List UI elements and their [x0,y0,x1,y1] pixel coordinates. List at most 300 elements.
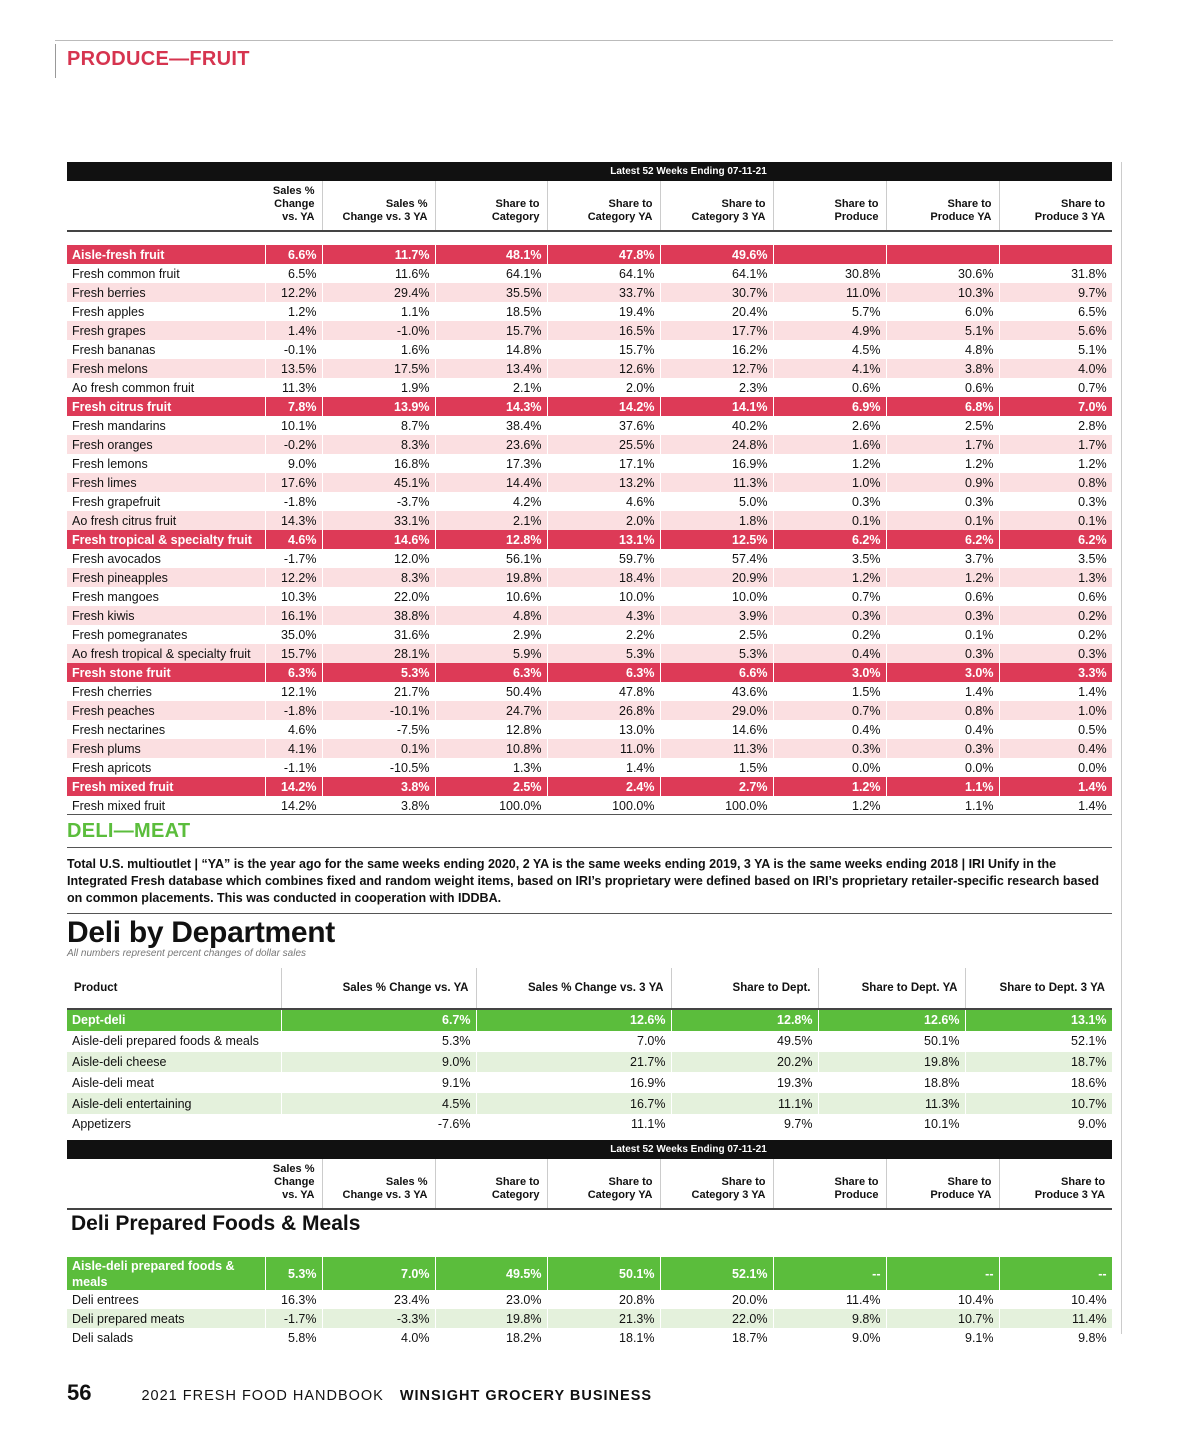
table-cell: 19.8% [435,568,547,587]
table-cell: 4.1% [773,359,886,378]
table-cell: 52.1% [660,1257,773,1290]
table-cell: 23.0% [435,1290,547,1309]
table-cell: 23.4% [322,1290,435,1309]
table-cell: 5.3% [547,644,660,663]
table-cell: 0.7% [773,587,886,606]
table-cell: 2.1% [435,511,547,530]
row-label: Fresh apples [67,302,265,321]
table-cell: 0.6% [886,587,999,606]
table-cell: 1.4% [999,796,1112,815]
table-cell: 6.8% [886,397,999,416]
table-cell: 16.9% [476,1072,671,1093]
table-cell: 1.9% [322,378,435,397]
table-cell: 20.0% [660,1290,773,1309]
table-cell: 1.2% [773,777,886,796]
table-cell: 2.0% [547,378,660,397]
table-row [67,644,1112,663]
table-cell: 1.4% [999,682,1112,701]
table-cell: 1.2% [773,568,886,587]
table-cell: 6.7% [281,1010,476,1031]
table-row [67,1072,1112,1093]
table-cell: 10.7% [886,1309,999,1328]
row-label: Fresh citrus fruit [67,397,265,416]
row-label: Aisle-deli prepared foods & meals [67,1031,281,1052]
table-cell: 2.8% [999,416,1112,435]
row-label: Fresh cherries [67,682,265,701]
table-cell: 11.4% [773,1290,886,1309]
table-row [67,720,1112,739]
table-cell: 26.8% [547,701,660,720]
table-cell: 50.4% [435,682,547,701]
produce-fruit-table [67,162,1113,815]
table-row [67,625,1112,644]
table-cell: 100.0% [435,796,547,815]
table-cell: 35.5% [435,283,547,302]
table-cell: 1.2% [773,796,886,815]
table-cell: 5.1% [999,340,1112,359]
table-cell: 29.4% [322,283,435,302]
row-label: Fresh mangoes [67,587,265,606]
table-cell: 10.4% [886,1290,999,1309]
table-cell: 16.8% [322,454,435,473]
row-label: Fresh pomegranates [67,625,265,644]
table-cell: 52.1% [965,1031,1112,1052]
table-cell: 11.0% [773,283,886,302]
table-cell: 5.7% [773,302,886,321]
table-cell: 1.2% [886,568,999,587]
table-cell: 10.1% [265,416,322,435]
category-row [67,1257,1112,1290]
column-header: Share to Dept. YA [818,968,965,1009]
table-cell: 13.1% [547,530,660,549]
table-cell: 49.5% [435,1257,547,1290]
table-cell: -- [886,1257,999,1290]
table-cell: 31.8% [999,264,1112,283]
table-cell: 14.6% [660,720,773,739]
table-row [67,492,1112,511]
table-cell: 6.9% [773,397,886,416]
table-cell: 64.1% [547,264,660,283]
table-cell: 11.3% [660,473,773,492]
table-cell: 11.3% [265,378,322,397]
table-cell: 14.3% [435,397,547,416]
table-cell: 4.0% [322,1328,435,1347]
column-header [67,1159,265,1209]
table-cell: 4.6% [265,720,322,739]
table-cell: 29.0% [660,701,773,720]
table-cell: 1.4% [265,321,322,340]
table-cell: 13.0% [547,720,660,739]
table-cell: 100.0% [547,796,660,815]
table-cell: 1.0% [773,473,886,492]
table-cell: 2.5% [435,777,547,796]
table-cell: 12.8% [671,1010,818,1031]
period-header: Latest 52 Weeks Ending 07-11-21 [265,162,1112,181]
row-label: Fresh peaches [67,701,265,720]
table-cell: 24.7% [435,701,547,720]
row-label: Fresh bananas [67,340,265,359]
table-cell: 17.7% [660,321,773,340]
table-cell: 0.1% [886,511,999,530]
table-row [67,1031,1112,1052]
table-cell: 0.4% [999,739,1112,758]
table-cell: 12.1% [265,682,322,701]
table-cell: -1.7% [265,549,322,568]
table-cell: 11.3% [660,739,773,758]
table-cell: 4.1% [265,739,322,758]
table-cell: 21.7% [476,1052,671,1073]
row-label: Fresh tropical & specialty fruit [67,530,265,549]
table-cell: 20.2% [671,1052,818,1073]
table-cell: 1.7% [886,435,999,454]
deli-department-table [67,968,1113,1135]
table-cell: 18.6% [965,1072,1112,1093]
table-cell: 15.7% [265,644,322,663]
table-cell: 0.4% [773,644,886,663]
table-cell: 0.6% [999,587,1112,606]
table-cell: -- [999,1257,1112,1290]
table-cell: 1.6% [322,340,435,359]
column-header: Product [67,968,281,1009]
column-header [67,181,265,231]
table-cell: -0.2% [265,435,322,454]
table-row [67,1290,1112,1309]
table-cell: 12.2% [265,568,322,587]
table-cell: 1.4% [999,777,1112,796]
table-cell: 17.3% [435,454,547,473]
table-cell: 28.1% [322,644,435,663]
table-cell: 6.0% [886,302,999,321]
table-cell: 9.8% [773,1309,886,1328]
table-cell: 16.2% [660,340,773,359]
table-cell: 9.0% [773,1328,886,1347]
table-cell: 14.4% [435,473,547,492]
table-cell: 12.8% [435,720,547,739]
period-header: Latest 52 Weeks Ending 07-11-21 [265,1140,1112,1159]
table-cell: 12.0% [322,549,435,568]
table-cell: 47.8% [547,682,660,701]
table-cell: 5.6% [999,321,1112,340]
column-header: Share to Dept. [671,968,818,1009]
table-row [67,1328,1112,1347]
deli-section-title: DELI—MEAT [67,820,191,842]
deli-prepared-foods-table [67,1140,1113,1347]
table-cell: 3.8% [322,796,435,815]
table-cell: -1.8% [265,701,322,720]
table-cell: 2.7% [660,777,773,796]
table-cell: 1.1% [322,302,435,321]
table-cell: 3.7% [886,549,999,568]
table-cell: 6.3% [547,663,660,682]
table-cell: 1.3% [435,758,547,777]
table-cell: 49.5% [671,1031,818,1052]
table-cell: 2.6% [773,416,886,435]
book-title: 2021 FRESH FOOD HANDBOOK [141,1388,384,1404]
table-cell: 23.6% [435,435,547,454]
table-cell: 38.4% [435,416,547,435]
table-cell: -1.0% [322,321,435,340]
table-cell: 3.8% [322,777,435,796]
table-cell: 40.2% [660,416,773,435]
table-cell: 1.2% [886,454,999,473]
table-cell: 1.5% [773,682,886,701]
table-cell: -10.5% [322,758,435,777]
row-label: Dept-deli [67,1010,281,1031]
category-row [67,397,1112,416]
column-header: Share to Category 3 YA [660,181,773,231]
column-headers [67,968,1112,1009]
category-row [67,663,1112,682]
table-cell: 24.8% [660,435,773,454]
category-row [67,530,1112,549]
column-header: Share to Category [435,1159,547,1209]
table-cell: 20.8% [547,1290,660,1309]
table-cell: 5.9% [435,644,547,663]
table-cell: 11.7% [322,245,435,264]
row-label: Deli prepared meats [67,1309,265,1328]
table-cell: 15.7% [547,340,660,359]
table-cell: 4.0% [999,359,1112,378]
table-cell: 30.6% [886,264,999,283]
table-cell: 0.7% [999,378,1112,397]
table-cell: 4.2% [435,492,547,511]
table-cell: 3.3% [999,663,1112,682]
table-cell: 9.7% [671,1114,818,1135]
column-header: Share to Category YA [547,181,660,231]
row-label: Ao fresh common fruit [67,378,265,397]
table-row [67,378,1112,397]
table-cell: 0.1% [773,511,886,530]
table-cell: 4.3% [547,606,660,625]
column-header: Share to Category 3 YA [660,1159,773,1209]
table-cell: 0.2% [999,625,1112,644]
deli-dept-title: Deli by Department [67,916,335,949]
table-cell: 5.8% [265,1328,322,1347]
row-label: Aisle-deli meat [67,1072,281,1093]
row-label: Deli salads [67,1328,265,1347]
table-cell: 50.1% [818,1031,965,1052]
table-cell: 22.0% [322,587,435,606]
table-cell: 0.1% [322,739,435,758]
table-cell: 1.2% [265,302,322,321]
table-row [67,340,1112,359]
table-cell: 43.6% [660,682,773,701]
table-cell: 4.8% [886,340,999,359]
table-cell: 12.6% [818,1010,965,1031]
table-cell: 11.0% [547,739,660,758]
table-cell: 4.5% [773,340,886,359]
table-cell: 49.6% [660,245,773,264]
table-cell: 18.7% [660,1328,773,1347]
table-cell: 0.3% [886,606,999,625]
table-cell: 0.1% [886,625,999,644]
table-cell: 0.7% [773,701,886,720]
table-cell: 6.5% [999,302,1112,321]
column-header: Share to Produce 3 YA [999,181,1112,231]
table-cell: 5.3% [281,1031,476,1052]
table-cell: 2.0% [547,511,660,530]
table-cell: 7.0% [322,1257,435,1290]
row-label: Fresh mixed fruit [67,777,265,796]
table-cell: 0.3% [886,492,999,511]
table-cell: 4.9% [773,321,886,340]
row-label: Fresh kiwis [67,606,265,625]
table-cell: 15.7% [435,321,547,340]
column-header: Share to Dept. 3 YA [965,968,1112,1009]
table-row [67,473,1112,492]
table-cell: 37.6% [547,416,660,435]
table-cell: 3.5% [999,549,1112,568]
table-cell: 14.6% [322,530,435,549]
table-row [67,701,1112,720]
table-cell: 18.4% [547,568,660,587]
table-cell: 0.0% [999,758,1112,777]
table-cell: 1.7% [999,435,1112,454]
table-row [67,568,1112,587]
table-cell: 1.5% [660,758,773,777]
table-cell: 4.5% [281,1093,476,1114]
table-row [67,549,1112,568]
table-cell: 19.4% [547,302,660,321]
table-row [67,682,1112,701]
table-row [67,606,1112,625]
table-row [67,1114,1112,1135]
table-cell: 2.3% [660,378,773,397]
table-cell: 20.9% [660,568,773,587]
table-cell: 12.8% [435,530,547,549]
row-label: Aisle-deli cheese [67,1052,281,1073]
table-cell: 0.2% [773,625,886,644]
row-label: Fresh grapefruit [67,492,265,511]
table-cell: 10.4% [999,1290,1112,1309]
table-cell: 2.4% [547,777,660,796]
table-cell: 21.3% [547,1309,660,1328]
table-cell: 12.5% [660,530,773,549]
table-cell: 0.6% [886,378,999,397]
table-cell: 0.3% [999,644,1112,663]
table-cell: 9.0% [265,454,322,473]
table-cell: 50.1% [547,1257,660,1290]
table-cell: 17.1% [547,454,660,473]
table-cell: 4.6% [265,530,322,549]
table-cell: 59.7% [547,549,660,568]
table-cell: 9.0% [965,1114,1112,1135]
category-row [67,1010,1112,1031]
table-cell: 11.4% [999,1309,1112,1328]
table-cell: 5.0% [660,492,773,511]
section-divider [67,814,1112,815]
table-cell: 17.6% [265,473,322,492]
table-cell: 0.2% [999,606,1112,625]
table-cell: 25.5% [547,435,660,454]
table-cell: 14.1% [660,397,773,416]
table-cell: 0.3% [886,739,999,758]
column-header: Sales % Change vs. 3 YA [322,181,435,231]
table-cell: 2.5% [886,416,999,435]
table-cell: 6.2% [999,530,1112,549]
table-cell: 6.3% [265,663,322,682]
table-cell: 14.2% [265,777,322,796]
table-row [67,587,1112,606]
row-label: Aisle-fresh fruit [67,245,265,264]
table-cell: 10.7% [965,1093,1112,1114]
table-cell: 48.1% [435,245,547,264]
table-row [67,1052,1112,1073]
table-cell: 21.7% [322,682,435,701]
publication-name: WINSIGHT GROCERY BUSINESS [399,1388,653,1404]
table-cell: 6.2% [773,530,886,549]
table-cell: 8.3% [322,568,435,587]
table-cell: 0.6% [773,378,886,397]
table-cell [886,245,999,264]
page-footer [67,1380,652,1410]
table-cell: 10.1% [818,1114,965,1135]
table-cell: 0.3% [773,492,886,511]
table-cell: 16.1% [265,606,322,625]
table-cell: 2.2% [547,625,660,644]
table-cell: -7.5% [322,720,435,739]
table-cell: 56.1% [435,549,547,568]
table-cell: 19.8% [435,1309,547,1328]
table-row [67,758,1112,777]
table-cell: 12.6% [547,359,660,378]
table-cell: 1.0% [999,701,1112,720]
table-cell: 14.2% [547,397,660,416]
table-cell: 13.2% [547,473,660,492]
table-cell: 18.7% [965,1052,1112,1073]
table-cell: 64.1% [660,264,773,283]
table-cell: 6.6% [265,245,322,264]
row-label: Fresh limes [67,473,265,492]
table-cell: 11.3% [818,1093,965,1114]
table-cell: 9.8% [999,1328,1112,1347]
row-label: Fresh melons [67,359,265,378]
table-cell: 3.8% [886,359,999,378]
table-cell: 1.6% [773,435,886,454]
table-cell: 33.7% [547,283,660,302]
table-cell: 30.7% [660,283,773,302]
page-number: 56 [67,1380,92,1405]
row-label: Fresh grapes [67,321,265,340]
table-cell: 8.3% [322,435,435,454]
table-cell: 11.1% [671,1093,818,1114]
table-cell: 7.0% [476,1031,671,1052]
table-cell: 14.2% [265,796,322,815]
table-cell: 13.4% [435,359,547,378]
table-cell: 10.8% [435,739,547,758]
table-cell: 13.5% [265,359,322,378]
table-cell: 0.0% [886,758,999,777]
table-cell: 19.3% [671,1072,818,1093]
column-header: Share to Produce [773,1159,886,1209]
table-row [67,435,1112,454]
row-label: Deli entrees [67,1290,265,1309]
table-cell: 5.3% [322,663,435,682]
row-label: Fresh nectarines [67,720,265,739]
table-cell: 6.6% [660,663,773,682]
table-cell: -1.7% [265,1309,322,1328]
table-cell: 38.8% [322,606,435,625]
row-label: Ao fresh tropical & specialty fruit [67,644,265,663]
column-headers [67,1159,1112,1209]
category-row [67,777,1112,796]
row-label: Fresh avocados [67,549,265,568]
category-row [67,245,1112,264]
table-cell: 14.8% [435,340,547,359]
row-label: Fresh berries [67,283,265,302]
table-cell: 0.0% [773,758,886,777]
table-cell: 10.3% [886,283,999,302]
